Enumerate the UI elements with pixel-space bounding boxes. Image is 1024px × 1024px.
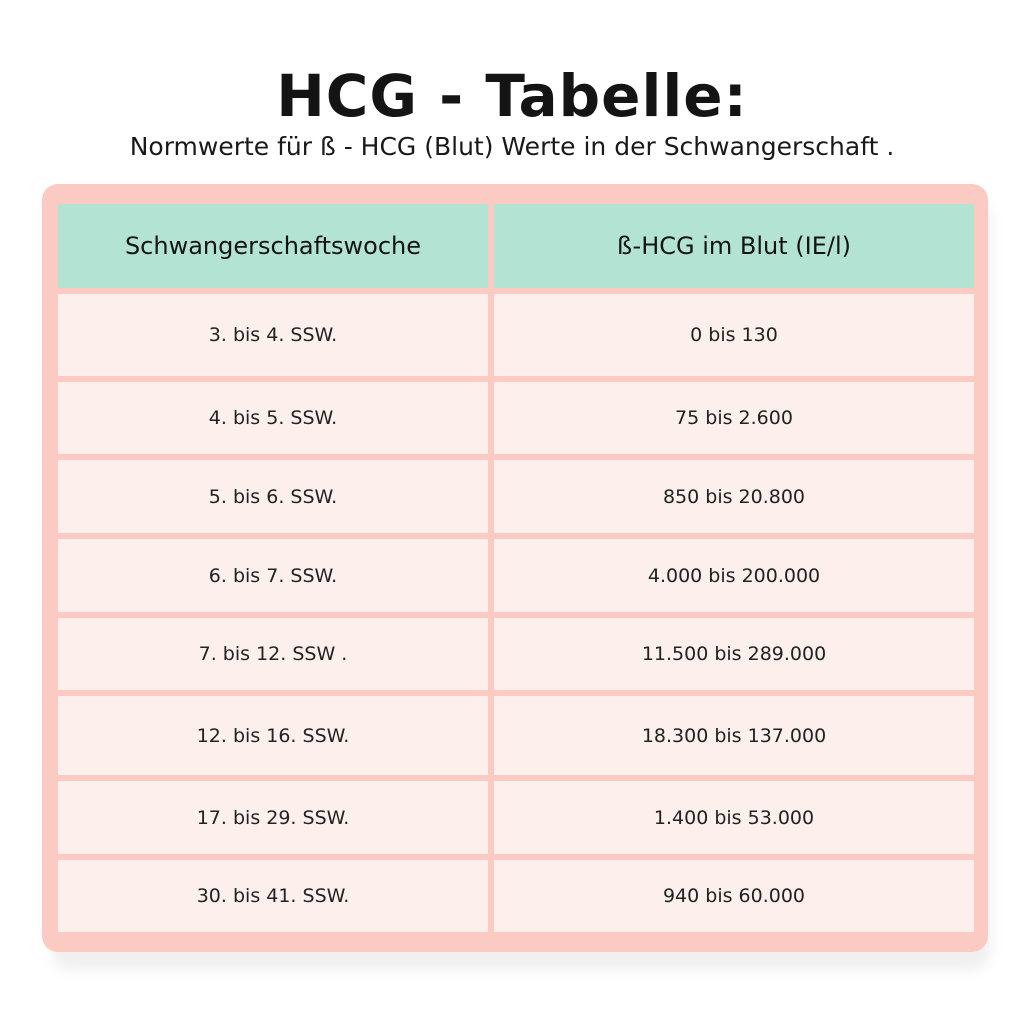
cell-hcg-value: 940 bis 60.000 [494, 860, 974, 932]
cell-hcg-value: 4.000 bis 200.000 [494, 539, 974, 612]
table-row [58, 294, 974, 376]
cell-week: 5. bis 6. SSW. [58, 460, 488, 533]
cell-hcg-value: 0 bis 130 [494, 294, 974, 376]
cell-hcg-value: 11.500 bis 289.000 [494, 618, 974, 690]
table-row [58, 860, 974, 932]
cell-hcg-value: 18.300 bis 137.000 [494, 696, 974, 775]
table-row [58, 382, 974, 454]
page-subtitle: Normwerte für ß - HCG (Blut) Werte in der Schwangerschaft . [129, 132, 895, 161]
cell-hcg-value: 1.400 bis 53.000 [494, 781, 974, 854]
cell-week: 12. bis 16. SSW. [58, 696, 488, 775]
cell-week: 17. bis 29. SSW. [58, 781, 488, 854]
header-hcg-value: ß-HCG im Blut (IE/l) [494, 204, 974, 288]
table-row [58, 539, 974, 612]
cell-hcg-value: 850 bis 20.800 [494, 460, 974, 533]
cell-week: 30. bis 41. SSW. [58, 860, 488, 932]
hcg-table [58, 204, 974, 932]
cell-week: 6. bis 7. SSW. [58, 539, 488, 612]
page-title: HCG - Tabelle: [276, 62, 748, 130]
table-row [58, 781, 974, 854]
table-row [58, 696, 974, 775]
cell-week: 4. bis 5. SSW. [58, 382, 488, 454]
cell-week: 3. bis 4. SSW. [58, 294, 488, 376]
table-row [58, 460, 974, 533]
table-row [58, 618, 974, 690]
cell-week: 7. bis 12. SSW . [58, 618, 488, 690]
table-header-row [58, 204, 974, 288]
cell-hcg-value: 75 bis 2.600 [494, 382, 974, 454]
header-week: Schwangerschaftswoche [58, 204, 488, 288]
